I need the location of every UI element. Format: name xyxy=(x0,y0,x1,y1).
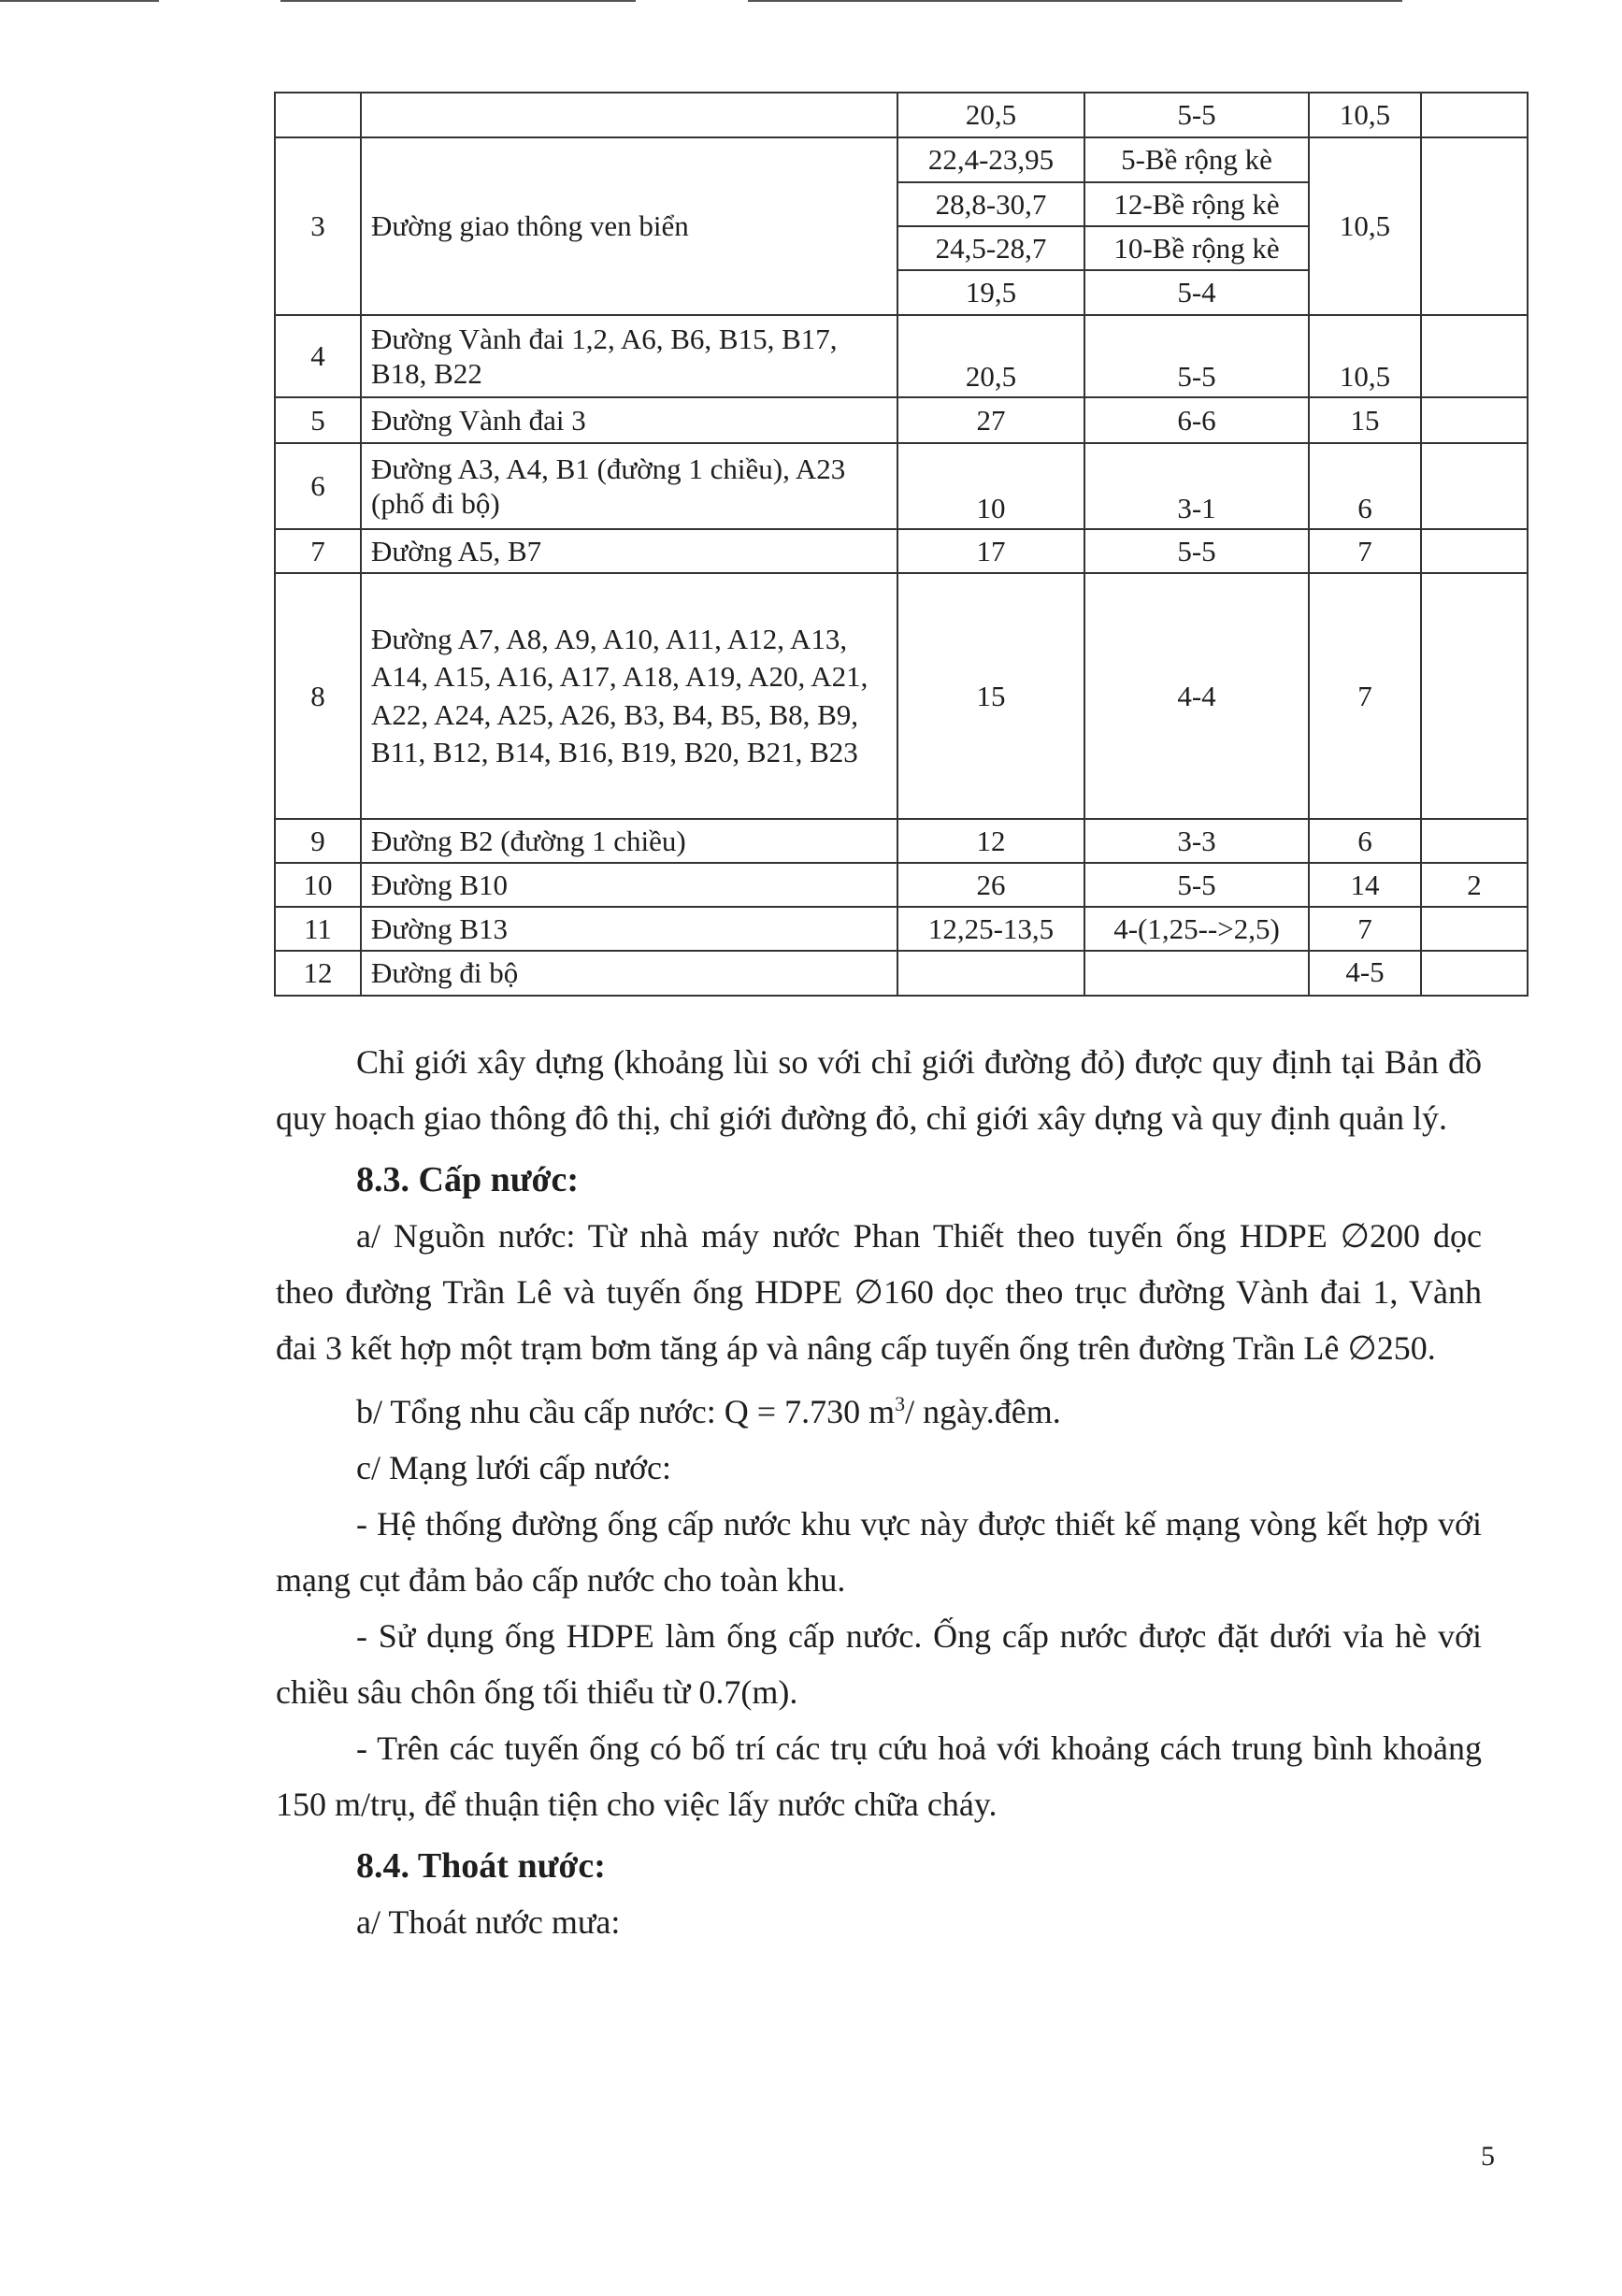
median-width xyxy=(1421,397,1528,443)
road-width: 24,5-28,7 xyxy=(897,226,1084,270)
paragraph-pipe-material: - Sử dụng ống HDPE làm ống cấp nước. Ống cấp nước được đặt dưới vỉa hè với chiều sâu chôn ống tối thiểu từ 0.7(m). xyxy=(276,1617,1482,1711)
road-width: 22,4-23,95 xyxy=(897,137,1084,182)
road-name: Đường Vành đai 1,2, A6, B6, B15, B17, B18, B22 xyxy=(361,315,897,397)
paragraph-rainwater-heading: a/ Thoát nước mưa: xyxy=(356,1903,621,1941)
sidewalk-width: 5-5 xyxy=(1084,529,1309,573)
scan-edge-line xyxy=(280,0,636,2)
table-row xyxy=(275,315,1528,397)
row-number: 10 xyxy=(275,863,361,907)
table-row xyxy=(275,397,1528,443)
road-width: 12 xyxy=(897,819,1084,863)
carriageway-width: 7 xyxy=(1309,529,1421,573)
median-width xyxy=(1421,951,1528,996)
sidewalk-width: 5-Bề rộng kè xyxy=(1084,137,1309,182)
median-width xyxy=(1421,819,1528,863)
sidewalk-width: 6-6 xyxy=(1084,397,1309,443)
road-name: Đường B10 xyxy=(361,863,897,907)
table-row xyxy=(275,863,1528,907)
row-number: 11 xyxy=(275,907,361,951)
road-name: Đường B13 xyxy=(361,907,897,951)
road-width: 26 xyxy=(897,863,1084,907)
sidewalk-width: 3-1 xyxy=(1084,443,1309,529)
median-width xyxy=(1421,529,1528,573)
road-name: Đường A7, A8, A9, A10, A11, A12, A13, A14, A15, A16, A17, A18, A19, A20, A21, A22, A24, A25, A26, B3, B4, B5, B8, B9, B11, B12, B14, B16, B19, B20, B21, B23 xyxy=(361,573,897,819)
table-row xyxy=(275,93,1528,137)
road-spec-table xyxy=(274,92,1529,997)
unit-superscript: 3 xyxy=(895,1392,906,1415)
water-demand-unit: / ngày.đêm. xyxy=(905,1393,1061,1430)
row-number: 9 xyxy=(275,819,361,863)
row-number: 12 xyxy=(275,951,361,996)
road-name: Đường đi bộ xyxy=(361,951,897,996)
median-width xyxy=(1421,137,1528,315)
page-number: 5 xyxy=(1481,2141,1495,2172)
road-name: Đường A5, B7 xyxy=(361,529,897,573)
carriageway-width: 10,5 xyxy=(1309,137,1421,315)
carriageway-width: 7 xyxy=(1309,573,1421,819)
table-row xyxy=(275,529,1528,573)
road-width: 17 xyxy=(897,529,1084,573)
water-demand-value: b/ Tổng nhu cầu cấp nước: Q = 7.730 m xyxy=(356,1393,896,1430)
road-name xyxy=(361,93,897,137)
paragraph-red-line-rule: Chỉ giới xây dựng (khoảng lùi so với chỉ giới đường đỏ) được quy định tại Bản đồ quy hoạch giao thông đô thị, chỉ giới đường đỏ, chỉ giới xây dựng và quy định quản lý. xyxy=(276,1043,1482,1137)
carriageway-width: 6 xyxy=(1309,443,1421,529)
row-number: 7 xyxy=(275,529,361,573)
sidewalk-width: 5-4 xyxy=(1084,270,1309,315)
sidewalk-width: 4-(1,25-->2,5) xyxy=(1084,907,1309,951)
paragraph-fire-hydrants: - Trên các tuyến ống có bố trí các trụ cứu hoả với khoảng cách trung bình khoảng 150 m/trụ, để thuận tiện cho việc lấy nước chữa cháy. xyxy=(276,1729,1482,1823)
road-width: 12,25-13,5 xyxy=(897,907,1084,951)
sidewalk-width: 5-5 xyxy=(1084,93,1309,137)
median-width xyxy=(1421,93,1528,137)
paragraph-water-demand xyxy=(276,1376,1482,1440)
road-width: 10 xyxy=(897,443,1084,529)
sidewalk-width: 5-5 xyxy=(1084,863,1309,907)
sidewalk-width xyxy=(1084,951,1309,996)
median-width: 2 xyxy=(1421,863,1528,907)
road-width: 20,5 xyxy=(897,315,1084,397)
table-row xyxy=(275,443,1528,529)
median-width xyxy=(1421,573,1528,819)
table-row xyxy=(275,907,1528,951)
road-name: Đường A3, A4, B1 (đường 1 chiều), A23 (phố đi bộ) xyxy=(361,443,897,529)
road-name: Đường giao thông ven biển xyxy=(361,137,897,315)
road-name: Đường Vành đai 3 xyxy=(361,397,897,443)
road-name: Đường B2 (đường 1 chiều) xyxy=(361,819,897,863)
sidewalk-width: 4-4 xyxy=(1084,573,1309,819)
row-number xyxy=(275,93,361,137)
row-number: 5 xyxy=(275,397,361,443)
road-width: 20,5 xyxy=(897,93,1084,137)
table-row xyxy=(275,951,1528,996)
median-width xyxy=(1421,907,1528,951)
carriageway-width: 10,5 xyxy=(1309,315,1421,397)
paragraph-network-heading: c/ Mạng lưới cấp nước: xyxy=(356,1449,672,1486)
carriageway-width: 10,5 xyxy=(1309,93,1421,137)
body-text xyxy=(276,1034,1482,1950)
section-heading-drainage: 8.4. Thoát nước: xyxy=(356,1846,606,1886)
carriageway-width: 7 xyxy=(1309,907,1421,951)
median-width xyxy=(1421,315,1528,397)
road-width xyxy=(897,951,1084,996)
table-row xyxy=(275,137,1528,182)
sidewalk-width: 12-Bề rộng kè xyxy=(1084,182,1309,226)
road-width: 28,8-30,7 xyxy=(897,182,1084,226)
row-number: 4 xyxy=(275,315,361,397)
sidewalk-width: 10-Bề rộng kè xyxy=(1084,226,1309,270)
carriageway-width: 4-5 xyxy=(1309,951,1421,996)
row-number: 8 xyxy=(275,573,361,819)
road-width: 15 xyxy=(897,573,1084,819)
paragraph-network-system: - Hệ thống đường ống cấp nước khu vực này được thiết kế mạng vòng kết hợp với mạng cụt đảm bảo cấp nước cho toàn khu. xyxy=(276,1505,1482,1599)
carriageway-width: 6 xyxy=(1309,819,1421,863)
median-width xyxy=(1421,443,1528,529)
carriageway-width: 14 xyxy=(1309,863,1421,907)
section-heading-water-supply: 8.3. Cấp nước: xyxy=(356,1160,580,1199)
road-width: 19,5 xyxy=(897,270,1084,315)
table-row xyxy=(275,819,1528,863)
sidewalk-width: 3-3 xyxy=(1084,819,1309,863)
carriageway-width: 15 xyxy=(1309,397,1421,443)
sidewalk-width: 5-5 xyxy=(1084,315,1309,397)
row-number: 6 xyxy=(275,443,361,529)
row-number: 3 xyxy=(275,137,361,315)
scan-edge-line xyxy=(0,0,159,2)
table-row xyxy=(275,573,1528,819)
paragraph-water-source: a/ Nguồn nước: Từ nhà máy nước Phan Thiết theo tuyến ống HDPE ∅200 dọc theo đường Trần Lê và tuyến ống HDPE ∅160 dọc theo trục đường Vành đai 1, Vành đai 3 kết hợp một trạm bơm tăng áp và nâng cấp tuyến ống trên đường Trần Lê ∅250. xyxy=(276,1217,1482,1367)
scan-edge-line xyxy=(748,0,1402,2)
road-width: 27 xyxy=(897,397,1084,443)
